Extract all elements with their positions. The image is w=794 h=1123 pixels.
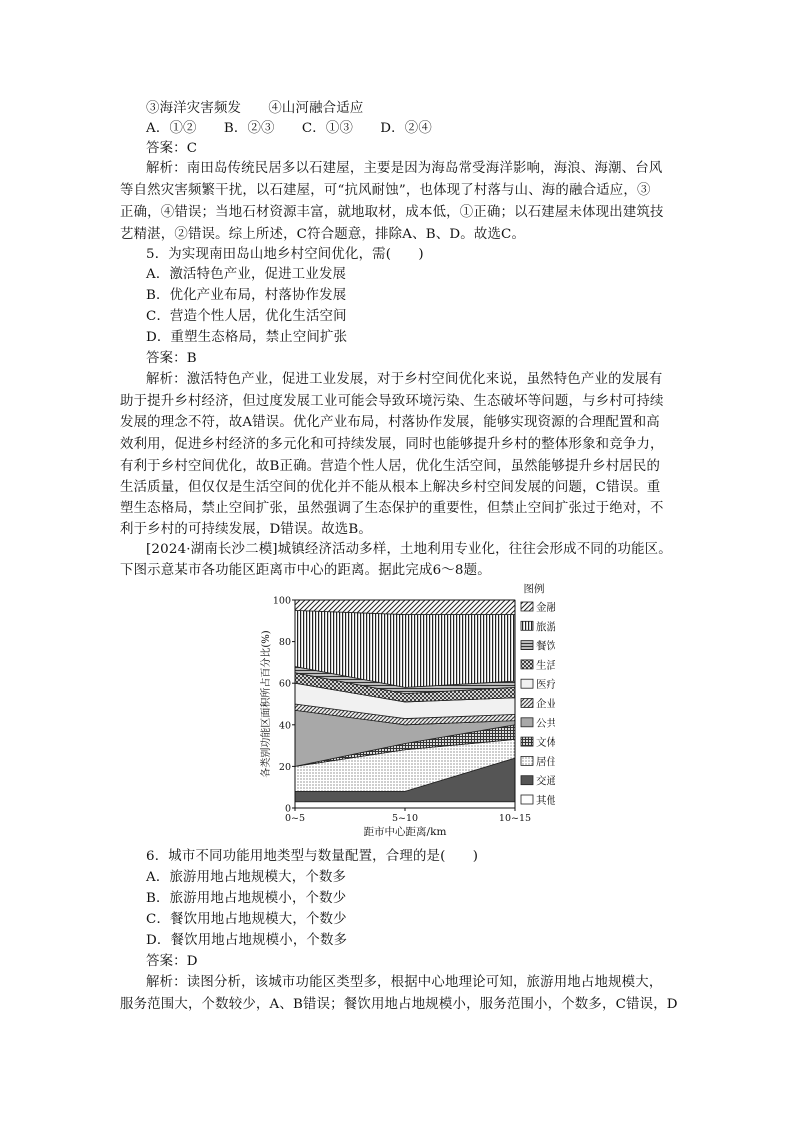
y-tick-label: 80 <box>278 637 291 649</box>
q5-option-b: B．优化产业布局，村落协作发展 <box>146 288 347 303</box>
stacked-area-chart <box>255 580 555 842</box>
chart-legend <box>521 582 555 807</box>
q4-analysis-line: 艺精湛，②错误。综上所述，C符合题意，排除A、B、D。故选C。 <box>120 227 526 242</box>
q4-analysis-line: 正确，④错误；当地石材资源丰富，就地取材，成本低，①正确；以石建屋未体现出建筑技 <box>120 205 664 220</box>
q5-analysis-line: 利于乡村的可持续发展，D错误。故选B。 <box>120 522 373 537</box>
q4-answer: 答案：C <box>146 141 198 156</box>
material-intro-line: 下图示意某市各功能区距离市中心的距离。据此完成6～8题。 <box>120 563 491 578</box>
q6-analysis-line: 服务范围大，个数较少，A、B错误；餐饮用地占地规模小，服务范围小，个数多，C错误，D <box>120 997 678 1012</box>
legend-swatch-qita <box>521 795 533 804</box>
q4-choices: A．①② B．②③ C．①③ D．②④ <box>146 121 432 136</box>
legend-swatch-qiye <box>521 699 533 708</box>
q6-analysis-line: 解析：读图分析，该城市功能区类型多，根据中心地理论可知，旅游用地占地规模大， <box>146 975 663 990</box>
q6-option-b: B．旅游用地占地规模小，个数少 <box>146 891 347 906</box>
function-zone-chart <box>255 580 555 842</box>
legend-swatch-canyin <box>521 641 533 650</box>
legend-label-juzhu: 居住 <box>536 755 555 768</box>
legend-swatch-juzhu <box>521 756 533 765</box>
y-tick-label: 100 <box>272 595 291 607</box>
q5-analysis-line: 有利于乡村空间优化，故B正确。营造个性人居，优化生活空间，虽然能够提升乡村居民的 <box>120 459 661 474</box>
q6-stem: 6．城市不同功能用地类型与数量配置，合理的是( ) <box>146 849 479 864</box>
y-tick-label: 20 <box>278 761 291 773</box>
q5-analysis-line: 效利用，促进乡村经济的多元化和可持续发展，同时也能够提升乡村的整体形象和竞争力， <box>120 437 664 452</box>
legend-swatch-gonggong <box>521 718 533 727</box>
legend-label-qiye: 企业 <box>536 698 555 710</box>
q4-analysis-line: 等自然灾害频繁干扰，以石建屋，可“抗风耐蚀”，也体现了村落与山、海的融合适应，③ <box>120 183 651 198</box>
q5-analysis-line: 解析：激活特色产业，促进工业发展，对于乡村空间优化来说，虽然特色产业的发展有 <box>146 372 663 387</box>
legend-swatch-jinrong <box>521 602 533 611</box>
legend-label-lvyou: 旅游 <box>536 620 555 633</box>
q5-answer: 答案：B <box>146 351 197 366</box>
legend-swatch-jiaotong <box>521 776 533 785</box>
legend-label-shenghuo: 生活 <box>536 659 555 672</box>
x-tick-label: 10~15 <box>498 813 532 824</box>
legend-title: 图例 <box>523 583 545 595</box>
legend-label-qita: 其他 <box>536 794 555 807</box>
y-tick-label: 60 <box>278 678 291 690</box>
legend-swatch-lvyou <box>521 621 533 630</box>
option-line-3-4: ③海洋灾害频发 ④山河融合适应 <box>146 101 364 116</box>
q5-stem: 5．为实现南田岛山地乡村空间优化，需( ) <box>146 247 424 262</box>
q5-option-d: D．重塑生态格局，禁止空间扩张 <box>146 330 348 345</box>
q5-option-c: C．营造个性人居，优化生活空间 <box>146 309 347 324</box>
area-qita <box>295 802 515 808</box>
q5-analysis-line: 发展的理念不符，故A错误。优化产业布局，村落协作发展，能够实现资源的合理配置和高 <box>120 415 660 430</box>
legend-label-jiaotong: 交通 <box>536 775 555 788</box>
y-axis-label: 各类别功能区面积所占百分比(%) <box>261 630 272 778</box>
q5-analysis-line: 塑生态格局，禁止空间扩张，虽然强调了生态保护的重要性，但禁止空间扩张过于绝对，不 <box>120 501 664 516</box>
legend-label-yiliao: 医疗 <box>536 678 555 691</box>
q5-option-a: A．激活特色产业，促进工业发展 <box>146 267 347 282</box>
x-tick-label: 5~10 <box>391 813 419 824</box>
y-tick-label: 0 <box>284 803 291 815</box>
legend-swatch-shenghuo <box>521 660 533 669</box>
legend-swatch-yiliao <box>521 679 533 688</box>
y-tick-label: 40 <box>278 720 291 732</box>
legend-label-wenti: 文体 <box>536 736 555 749</box>
q5-analysis-line: 生活质量，但仅仅是生活空间的优化并不能从根本上解决乡村空间发展的问题，C错误。重 <box>120 480 661 495</box>
q4-analysis-line: 解析：南田岛传统民居多以石建屋，主要是因为海岛常受海洋影响，海浪、海潮、台风 <box>146 161 663 176</box>
legend-swatch-wenti <box>521 737 533 746</box>
q6-option-d: D．餐饮用地占地规模小，个数多 <box>146 933 348 948</box>
x-tick-label: 0~5 <box>284 813 306 824</box>
q6-option-a: A．旅游用地占地规模大，个数多 <box>146 870 347 885</box>
legend-label-gonggong: 公共 <box>536 717 555 730</box>
x-axis-label: 距市中心距离/km <box>363 826 447 838</box>
legend-label-canyin: 餐饮 <box>536 640 555 653</box>
q6-answer: 答案：D <box>146 954 198 969</box>
legend-label-jinrong: 金融 <box>536 601 555 614</box>
q5-analysis-line: 助于提升乡村经济，但过度发展工业可能会导致环境污染、生态破坏等问题，与乡村可持续 <box>120 394 664 409</box>
area-layers <box>295 600 515 808</box>
material-intro-line: [2024·湖南长沙二模]城镇经济活动多样，土地利用专业化，往往会形成不同的功能区。 <box>146 542 672 557</box>
q6-option-c: C．餐饮用地占地规模大，个数少 <box>146 912 347 927</box>
